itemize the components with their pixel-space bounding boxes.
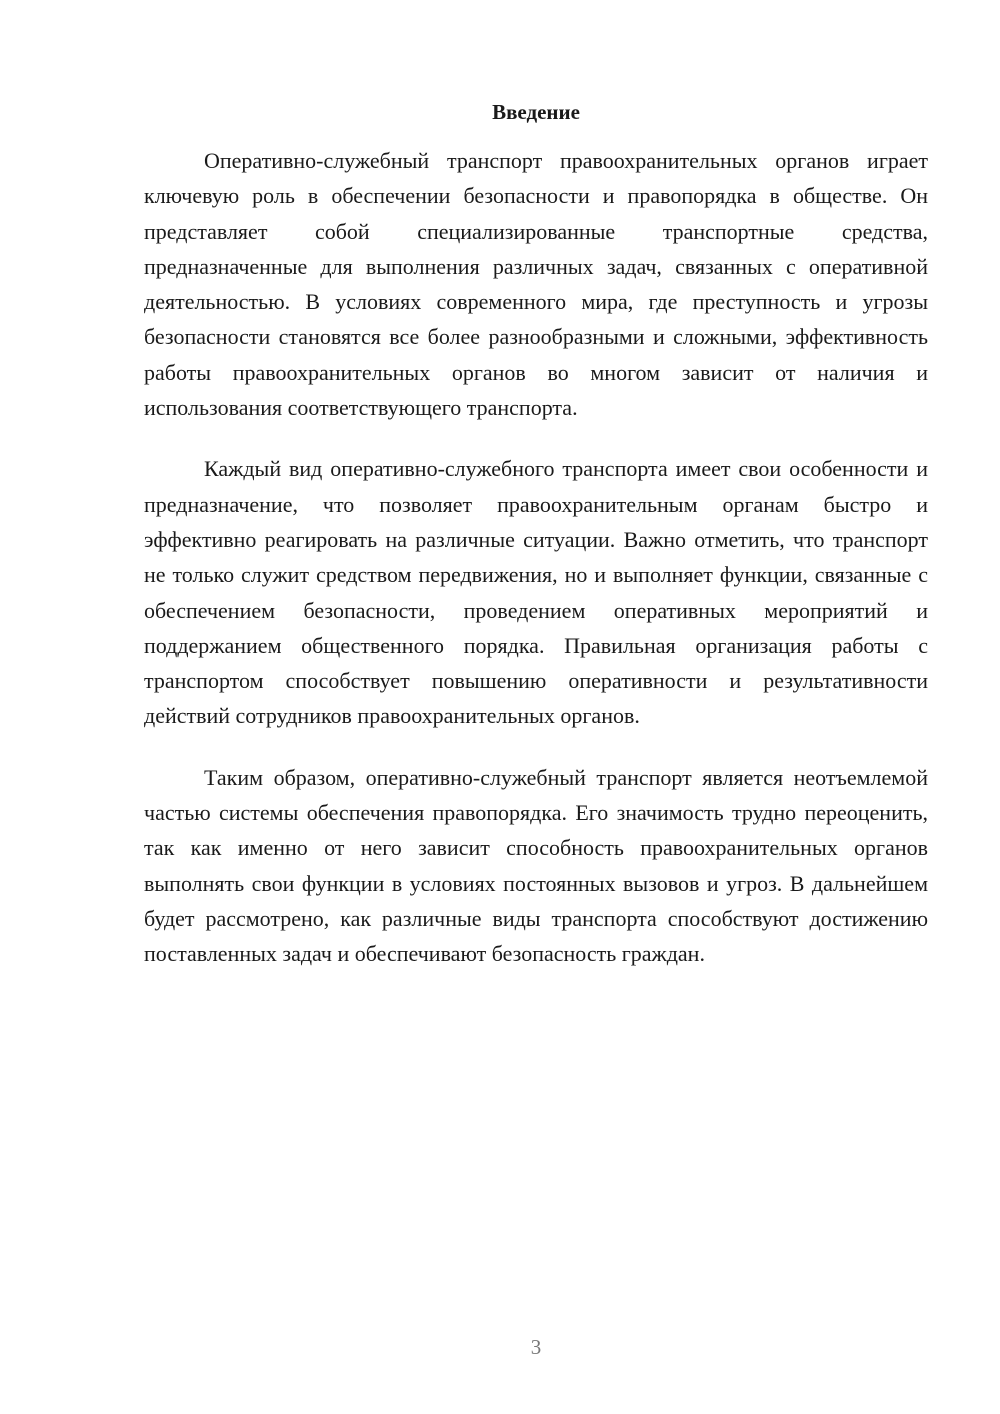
section-heading: Введение: [492, 100, 580, 124]
page-number: 3: [530, 1335, 542, 1359]
paragraph-2: Каждый вид оперативно-служебного транспорта имеет свои особенности и предназначение, что позволяет правоохранительным органам быстро и эффективно реагировать на различные ситуации. Важно отметить, что транспорт не только служит средством передвижения, но и выполняет функции, связанные с обеспечением безопасности, проведением оперативных мероприятий и поддержанием общественного порядка. Правильная организация работы с транспортом способствует повышению оперативности и результативности действий сотрудников правоохранительных органов.: [144, 456, 928, 729]
paragraph-1: Оперативно-служебный транспорт правоохранительных органов играет ключевую роль в обеспечении безопасности и правопорядка в обществе. Он представляет собой специализированные транспортные средства, предназначенные для выполнения различных задач, связанных с оперативной деятельностью. В условиях современного мира, где преступность и угрозы безопасности становятся все более разнообразными и сложными, эффективность работы правоохранительных органов во многом зависит от наличия и использования соответствующего транспорта.: [144, 148, 928, 421]
body-text: [144, 143, 928, 998]
paragraph-3: Таким образом, оперативно-служебный транспорт является неотъемлемой частью системы обеспечения правопорядка. Его значимость трудно переоценить, так как именно от него зависит способность правоохранительных органов выполнять свои функции в условиях постоянных вызовов и угроз. В дальнейшем будет рассмотрено, как различные виды транспорта способствуют достижению поставленных задач и обеспечивают безопасность граждан.: [144, 764, 928, 967]
